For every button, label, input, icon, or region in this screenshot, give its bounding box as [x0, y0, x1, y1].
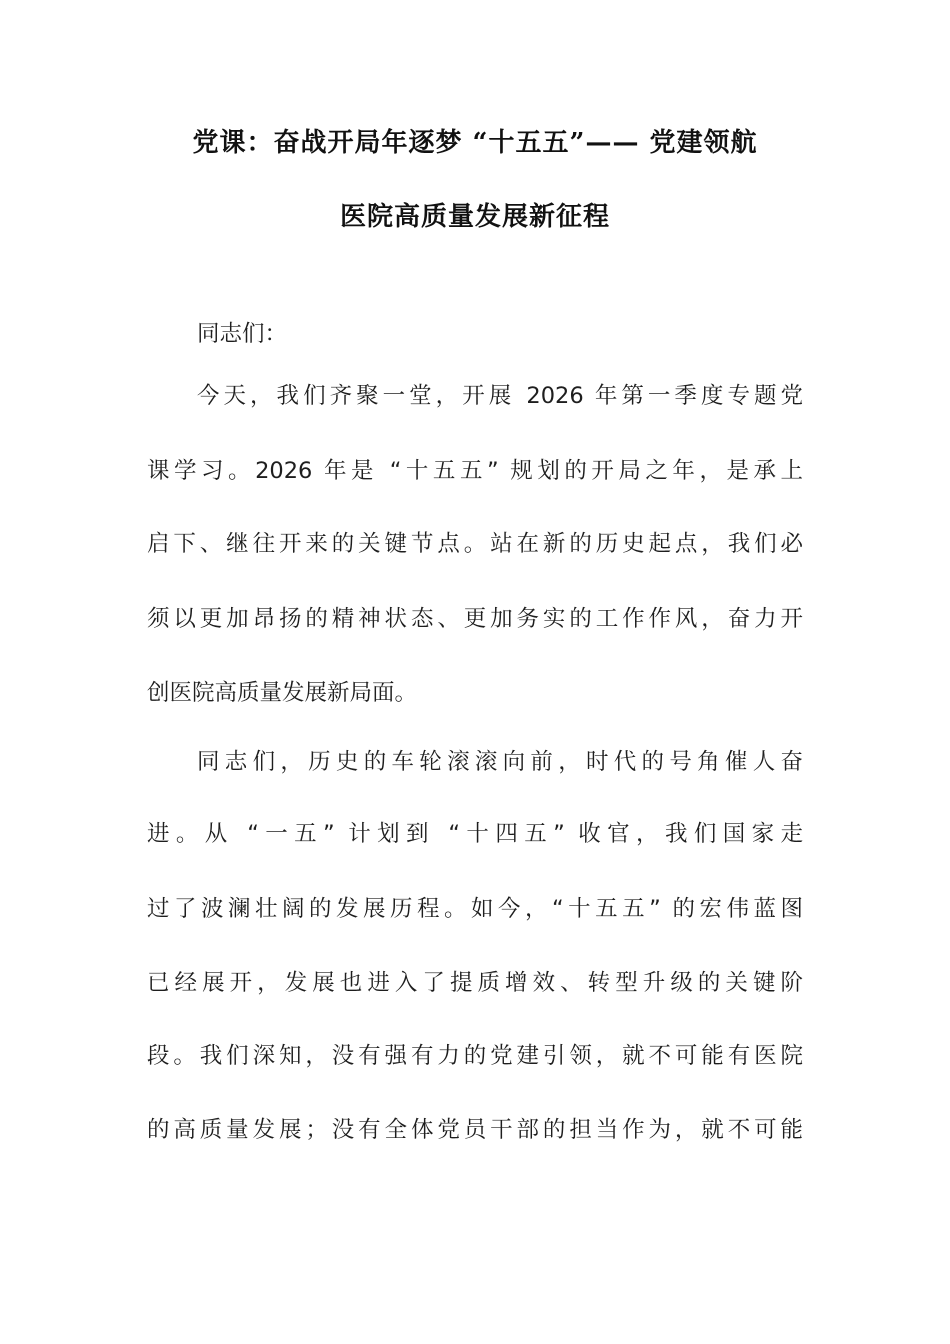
document-title-line-2: 医院高质量发展新征程 [339, 202, 610, 232]
paragraph-2-line-4: 已经展开，发展也进入了提质增效、转型升级的关键阶 [147, 970, 803, 996]
paragraph-2-line-1: 同志们，历史的车轮滚滚向前，时代的号角催人奋 [197, 749, 803, 775]
paragraph-2-line-2: 进。从 “一五” 计划到 “十四五” 收官，我们国家走 [147, 821, 803, 847]
paragraph-1-line-2: 课学习。2026 年是 “十五五” 规划的开局之年，是承上 [147, 458, 803, 484]
paragraph-2-line-6: 的高质量发展；没有全体党员干部的担当作为，就不可能 [147, 1117, 803, 1143]
paragraph-1-line-1: 今天，我们齐聚一堂，开展 2026 年第一季度专题党 [197, 383, 803, 409]
paragraph-2-line-5: 段。我们深知，没有强有力的党建引领，就不可能有医院 [147, 1043, 803, 1069]
document-title-line-1: 党课：奋战开局年逐梦 “十五五”—— 党建领航 [192, 128, 758, 158]
paragraph-1-line-5: 创医院高质量发展新局面。 [147, 680, 418, 706]
paragraph-1-line-3: 启下、继往开来的关键节点。站在新的历史起点，我们必 [147, 531, 803, 557]
paragraph-1-line-4: 须以更加昂扬的精神状态、更加务实的工作作风，奋力开 [147, 606, 803, 632]
salutation: 同志们： [197, 321, 288, 347]
paragraph-2-line-3: 过了波澜壮阔的发展历程。如今，“十五五” 的宏伟蓝图 [147, 896, 803, 922]
